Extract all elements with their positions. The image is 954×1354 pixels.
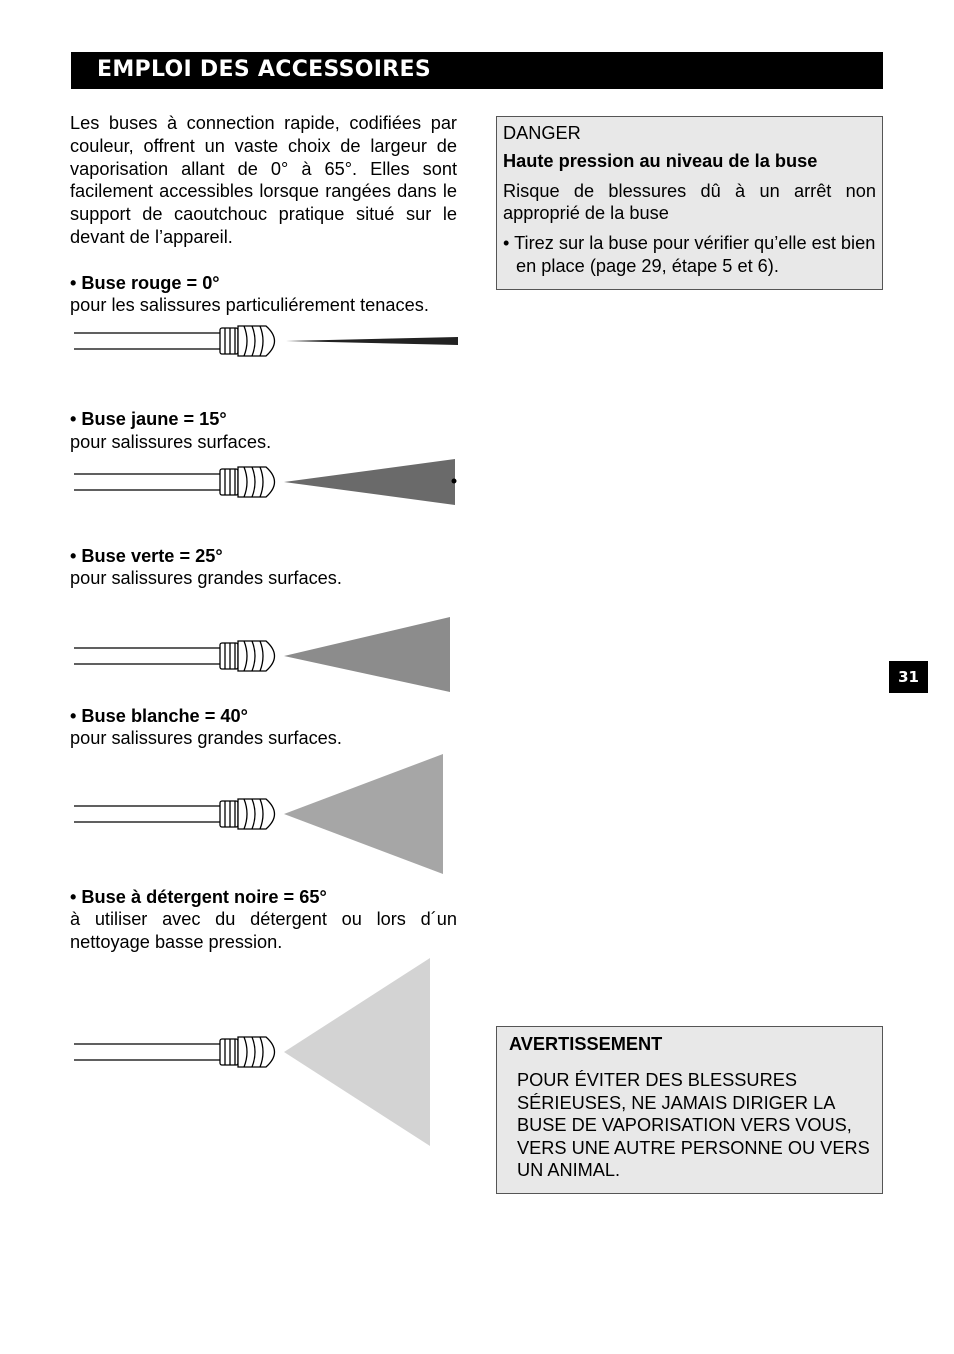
nozzle-yellow-illustration	[70, 455, 462, 513]
wand-lance-icon	[74, 648, 220, 664]
danger-bullet: • Tirez sur la buse pour vérifier qu’elle est bien en place (page 29, étape 5 et 6).	[503, 233, 876, 276]
section-header	[71, 52, 883, 89]
nozzle-red-title: • Buse rouge = 0°	[70, 273, 220, 293]
nozzle-fitting-icon	[220, 467, 275, 497]
nozzle-white-title: • Buse blanche = 40°	[70, 706, 248, 726]
wand-lance-icon	[74, 333, 220, 349]
nozzle-white-illustration	[70, 752, 462, 876]
warning-notice	[496, 1026, 883, 1194]
nozzle-white-desc: pour salissures grandes surfaces.	[70, 728, 342, 748]
nozzle-fitting-icon	[220, 1037, 275, 1067]
spray-cone-shape	[284, 754, 443, 874]
spray-jet-shape	[286, 337, 458, 345]
nozzle-green-illustration	[70, 614, 462, 696]
danger-body: Risque de blessures dû à un arrêt non approprié de la buse	[503, 181, 876, 223]
spray-cone-shape	[284, 958, 430, 1146]
nozzle-green-title: • Buse verte = 25°	[70, 546, 223, 566]
danger-subtitle: Haute pression au niveau de la buse	[503, 151, 818, 171]
nozzle-fitting-icon	[220, 641, 275, 671]
warning-body: POUR ÉVITER DES BLESSURES SÉRIEUSES, NE JAMAIS DIRIGER LA BUSE DE VAPORISATION VERS VOUS, VERS UNE AUTRE PERSONNE OU VERS UN ANIMAL.	[517, 1070, 870, 1180]
nozzle-red-illustration	[70, 316, 462, 370]
nozzle-yellow-title: • Buse jaune = 15°	[70, 409, 227, 429]
danger-notice	[496, 116, 883, 290]
spray-cone-shape	[284, 617, 450, 692]
nozzle-yellow-desc: pour salissures surfaces.	[70, 432, 272, 452]
nozzle-red-desc: pour les salissures particuliérement tenaces.	[70, 295, 429, 315]
nozzle-black-illustration	[70, 956, 462, 1150]
nozzle-black-desc: à utiliser avec du détergent ou lors d´un nettoyage basse pression.	[70, 909, 457, 952]
warning-title: AVERTISSEMENT	[509, 1034, 663, 1054]
nozzle-black-title: • Buse à détergent noire = 65°	[70, 887, 327, 907]
page-number-tab: 31	[889, 661, 928, 693]
danger-title: DANGER	[503, 123, 581, 143]
wand-lance-icon	[74, 806, 220, 822]
nozzle-fitting-icon	[220, 326, 275, 356]
intro-paragraph: Les buses à connection rapide, codifiées par couleur, offrent un vaste choix de largeur de vaporisation allant de 0° à 65°. Elles sont facilement accessibles lorsque rangées dans le support de caoutchouc pratique situé sur le devant de l’appareil.	[70, 113, 457, 247]
wand-lance-icon	[74, 1044, 220, 1060]
nozzle-green-desc: pour salissures grandes surfaces.	[70, 568, 342, 588]
stray-dot	[452, 479, 457, 484]
section-title: EMPLOI DES ACCESSOIRES	[97, 57, 431, 82]
spray-cone-shape	[284, 459, 455, 505]
nozzle-fitting-icon	[220, 799, 275, 829]
wand-lance-icon	[74, 474, 220, 490]
